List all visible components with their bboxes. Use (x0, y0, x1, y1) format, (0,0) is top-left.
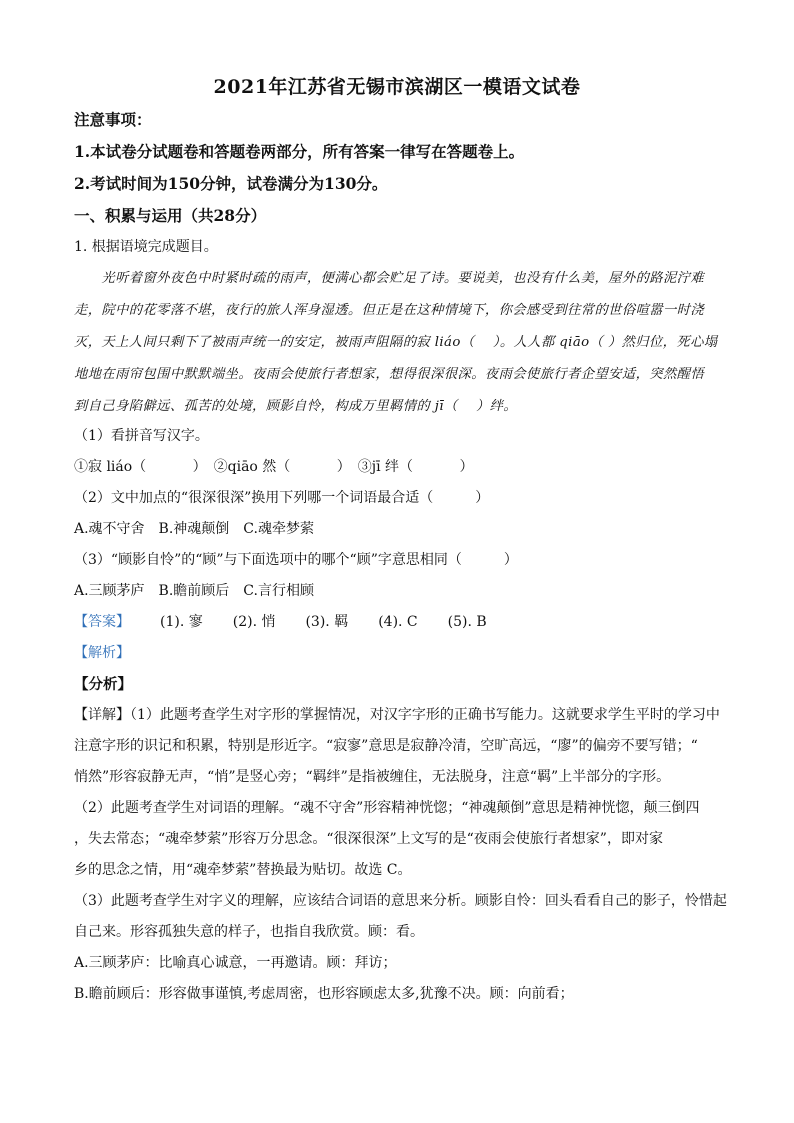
answer-item: (4). C (378, 614, 418, 630)
detail-line: （2）此题考查学生对词语的理解。“魂不守舍”形容精神恍惚；“神魂颠倒”意思是精神恍惚，颠三倒四 (74, 800, 700, 816)
fenxi-label: 【分析】 (74, 676, 132, 693)
passage-line: 到自己身陷僻远、孤苦的处境，顾影自怜，构成万里羁情的 jī（ ）绊。 (74, 399, 518, 414)
sub-question-1: （1）看拼音写汉字。 (74, 428, 209, 444)
detail-line: 注意字形的识记和积累，特别是形近字。“寂寥”意思是寂静冷清，空旷高远，“廖”的偏旁不要写错；“ (74, 738, 698, 754)
page-title: 2021年江苏省无锡市滨湖区一模语文试卷 (213, 76, 581, 98)
detail-line: ，失去常态；“魂牵梦萦”形容万分思念。“很深很深”上文写的是“夜雨会使旅行者想家”，即对家 (74, 831, 663, 847)
sub-question-2: （2）文中加点的“很深很深”换用下列哪一个词语最合适（ ） (74, 490, 490, 506)
detail-line: （3）此题考查学生对字义的理解，应该结合词语的意思来分析。顾影自怜：回头看看自己的影子，怜惜起 (74, 893, 727, 909)
detail-line: 乡的思念之情，用“魂牵梦萦”替换最为贴切。故选 C。 (74, 862, 412, 878)
sub-question-1-blanks: ①寂 liáo（ ） ②qiāo 然（ ） ③jī 绊（ ） (74, 459, 474, 475)
notice-item-1: 1.本试卷分试题卷和答题卷两部分，所有答案一律写在答题卷上。 (74, 142, 525, 161)
section-heading: 一、积累与运用（共28分） (74, 206, 267, 225)
notice-heading: 注意事项： (74, 110, 152, 129)
detail-line: 自己来。形容孤独失意的样子，也指自我欣赏。顾：看。 (74, 924, 424, 940)
sub-question-3: （3）“顾影自怜”的“顾”与下面选项中的哪个“顾”字意思相同（ ） (74, 552, 518, 568)
answer-item: (5). B (447, 614, 487, 630)
passage-line: 光听着窗外夜色中时紧时疏的雨声，便满心都会贮足了诗。要说美，也没有什么美，屋外的路泥泞难 (74, 271, 705, 286)
analysis-label: 【解析】 (74, 645, 130, 661)
detail-line: A.三顾茅庐：比喻真心诚意，一再邀请。顾：拜访； (74, 955, 397, 971)
question-1-stem: 1. 根据语境完成题目。 (74, 239, 218, 255)
passage-line: 走，院中的花零落不堪，夜行的旅人浑身湿透。但正是在这种情境下，你会感受到往常的世俗喧嚣一时浇 (74, 303, 705, 318)
answer-item: (3). 羁 (305, 614, 349, 630)
detail-line: 悄然”形容寂静无声，“悄”是竖心旁；“羁绊”是指被缠住，无法脱身，注意“羁”上半部分的字形。 (74, 769, 671, 785)
answer-item: (2). 悄 (232, 614, 276, 630)
passage-line: 地地在雨帘包围中默默端坐。夜雨会使旅行者想家，想得很深很深。夜雨会使旅行者企望安适，突然醒悟 (74, 367, 705, 382)
answer-label: 【答案】 (74, 614, 130, 630)
sub-question-2-options: A.魂不守舍 B.神魂颠倒 C.魂牵梦萦 (74, 521, 314, 537)
detail-line: 【详解】（1）此题考查学生对字形的掌握情况，对汉字字形的正确书写能力。这就要求学生平时的学习中 (74, 707, 720, 723)
answer-item: (1). 寥 (160, 614, 203, 630)
sub-question-3-options: A.三顾茅庐 B.瞻前顾后 C.言行相顾 (74, 583, 314, 599)
answer-row (74, 611, 724, 631)
passage-line: 灭，天上人间只剩下了被雨声统一的安定，被雨声阻隔的寂 liáo（ ）。人人都 qiāo（ ）然归位，死心塌 (74, 335, 718, 350)
detail-line: B.瞻前顾后：形容做事谨慎,考虑周密，也形容顾虑太多,犹豫不决。顾：向前看； (74, 986, 574, 1002)
notice-item-2: 2.考试时间为150分钟，试卷满分为130分。 (74, 174, 388, 193)
